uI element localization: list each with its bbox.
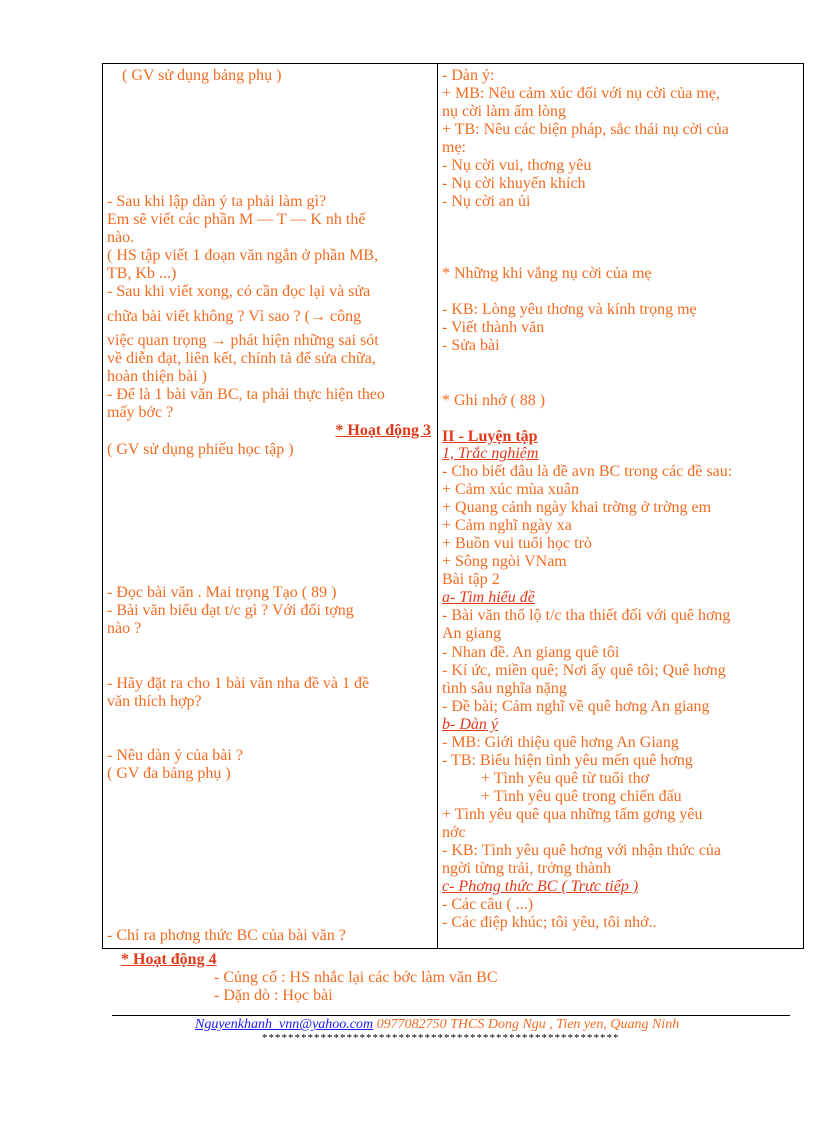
right-line: + Tình yêu quê trong chiến đấu xyxy=(481,788,682,805)
right-line: nụ cời làm ấm lòng xyxy=(442,103,566,120)
left-line: chữa bài viết không ? Vì sao ? (→ công xyxy=(107,308,362,325)
right-line: - Nhan đề. An giang quê tôi xyxy=(442,644,620,661)
right-line: * Những khi vắng nụ cời của mẹ xyxy=(442,265,652,282)
multiple-choice-heading: 1, Trắc nghiệm xyxy=(442,445,539,462)
content-column xyxy=(438,64,804,949)
left-line: ( HS tập viết 1 đoạn văn ngắn ở phần MB, xyxy=(107,247,379,264)
left-line: - Hãy đặt ra cho 1 bài văn nha đề và 1 đề xyxy=(107,675,370,692)
left-line: - Để là 1 bài văn BC, ta phải thực hiện theo xyxy=(107,386,385,403)
subheading-c: c- Phơng thức BC ( Trực tiếp ) xyxy=(442,878,639,895)
right-line: + Sông ngòi VNam xyxy=(442,553,567,570)
right-line: ngời từng trải, trởng thành xyxy=(442,860,612,877)
left-line: ( GV sử dụng bảng phụ ) xyxy=(122,67,282,84)
left-line: - Đọc bài văn . Mai trọng Tạo ( 89 ) xyxy=(107,584,337,601)
right-line: + Quang cảnh ngày khai trờng ở trờng em xyxy=(442,499,712,516)
left-line: - Sau khi lập dàn ý ta phải làm gì? xyxy=(107,193,327,210)
activity-4-heading: * Hoạt động 4 xyxy=(121,951,217,968)
left-line: - Nêu dàn ý của bài ? xyxy=(107,747,243,764)
right-line: + TB: Nêu các biện pháp, sắc thái nụ cời của xyxy=(442,121,729,138)
left-line: ( GV đa bảng phụ ) xyxy=(107,765,231,782)
left-line: - Bài văn biểu đạt t/c gì ? Với đối tợng xyxy=(107,602,354,619)
right-line: * Ghi nhớ ( 88 ) xyxy=(442,392,546,409)
right-line: - Kí ức, miền quê; Nơi ấy quê tôi; Quê hơng xyxy=(442,662,726,679)
left-line: nào ? xyxy=(107,620,142,637)
right-line: Bài tập 2 xyxy=(442,571,500,588)
right-line: - KB: Lòng yêu thơng và kính trọng mẹ xyxy=(442,301,697,318)
right-line: - Các điệp khúc; tôi yêu, tôi nhớ.. xyxy=(442,914,657,931)
right-line: - Bài văn thổ lộ t/c tha thiết đối với quê hơng xyxy=(442,607,731,624)
footer-divider xyxy=(112,1015,790,1016)
lesson-table xyxy=(102,63,804,949)
right-line: - KB: Tình yêu quê hơng với nhận thức của xyxy=(442,842,722,859)
practice-heading: II - Luyện tập xyxy=(442,428,538,445)
left-line: - Sau khi viết xong, có cần đọc lại và sửa xyxy=(107,283,371,300)
right-line: + Cảm nghĩ ngày xa xyxy=(442,517,572,534)
right-line: - Nụ cời vui, thơng yêu xyxy=(442,157,592,174)
footer-contact: 0977082750 THCS Dong Ngu , Tien yen, Quang Ninh xyxy=(373,1017,680,1032)
right-line: - Nụ cời an ủi xyxy=(442,193,531,210)
left-line: việc quan trọng → phát hiện những sai sót xyxy=(107,332,379,349)
footer-stars: ******************************************************* xyxy=(262,1032,620,1044)
right-line: - Dàn ý: xyxy=(442,67,495,84)
left-line: - Chỉ ra phơng thức BC của bài văn ? xyxy=(107,927,346,944)
bottom-line: - Dặn dò : Học bài xyxy=(214,987,333,1004)
right-line: - Viết thành văn xyxy=(442,319,545,336)
right-line: - Cho biết đâu là đề avn BC trong các đề sau: xyxy=(442,463,733,480)
right-line: - Đề bài; Cảm nghĩ về quê hơng An giang xyxy=(442,698,710,715)
right-line: + Buồn vui tuổi học trò xyxy=(442,535,592,552)
right-line: tình sâu nghĩa nặng xyxy=(442,680,567,697)
right-line: + Tình yêu quê từ tuổi thơ xyxy=(481,770,650,787)
subheading-a: a- Tìm hiểu đề xyxy=(442,589,535,606)
right-line: + Tình yêu quê qua những tấm gơng yêu xyxy=(442,806,703,823)
right-line: - TB: Biểu hiện tình yêu mến quê hơng xyxy=(442,752,693,769)
footer-text xyxy=(195,1017,679,1033)
right-line: An giang xyxy=(442,625,502,642)
right-line: + Cảm xúc mùa xuân xyxy=(442,481,579,498)
activity-3-heading: * Hoạt động 3 xyxy=(335,422,431,439)
right-line: - Sửa bài xyxy=(442,337,500,354)
left-line: hoàn thiện bài ) xyxy=(107,368,207,385)
subheading-b: b- Dàn ý xyxy=(442,716,498,733)
left-line: về diễn đạt, liên kết, chính tả để sửa chữa, xyxy=(107,350,376,367)
left-line: TB, Kb ...) xyxy=(107,265,177,282)
left-line: nào. xyxy=(107,229,135,246)
right-line: - MB: Giới thiệu quê hơng An Giang xyxy=(442,734,679,751)
right-line: + MB: Nêu cảm xúc đối với nụ cời của mẹ, xyxy=(442,85,720,102)
right-line: nớc xyxy=(442,824,466,841)
teacher-activity-column xyxy=(103,64,438,949)
left-line: ( GV sử dụng phiếu học tập ) xyxy=(107,441,294,458)
left-line: mấy bớc ? xyxy=(107,404,174,421)
bottom-line: - Củng cố : HS nhắc lại các bớc làm văn BC xyxy=(214,969,498,986)
right-line: - Các câu ( ...) xyxy=(442,896,534,913)
footer-email[interactable]: Nguyenkhanh_vnn@yahoo.com xyxy=(195,1017,374,1032)
left-line: Em sẽ viết các phần M — T — K nh thế xyxy=(107,211,366,228)
right-line: - Nụ cời khuyến khích xyxy=(442,175,586,192)
left-line: văn thích hợp? xyxy=(107,693,202,710)
right-line: mẹ: xyxy=(442,139,466,156)
